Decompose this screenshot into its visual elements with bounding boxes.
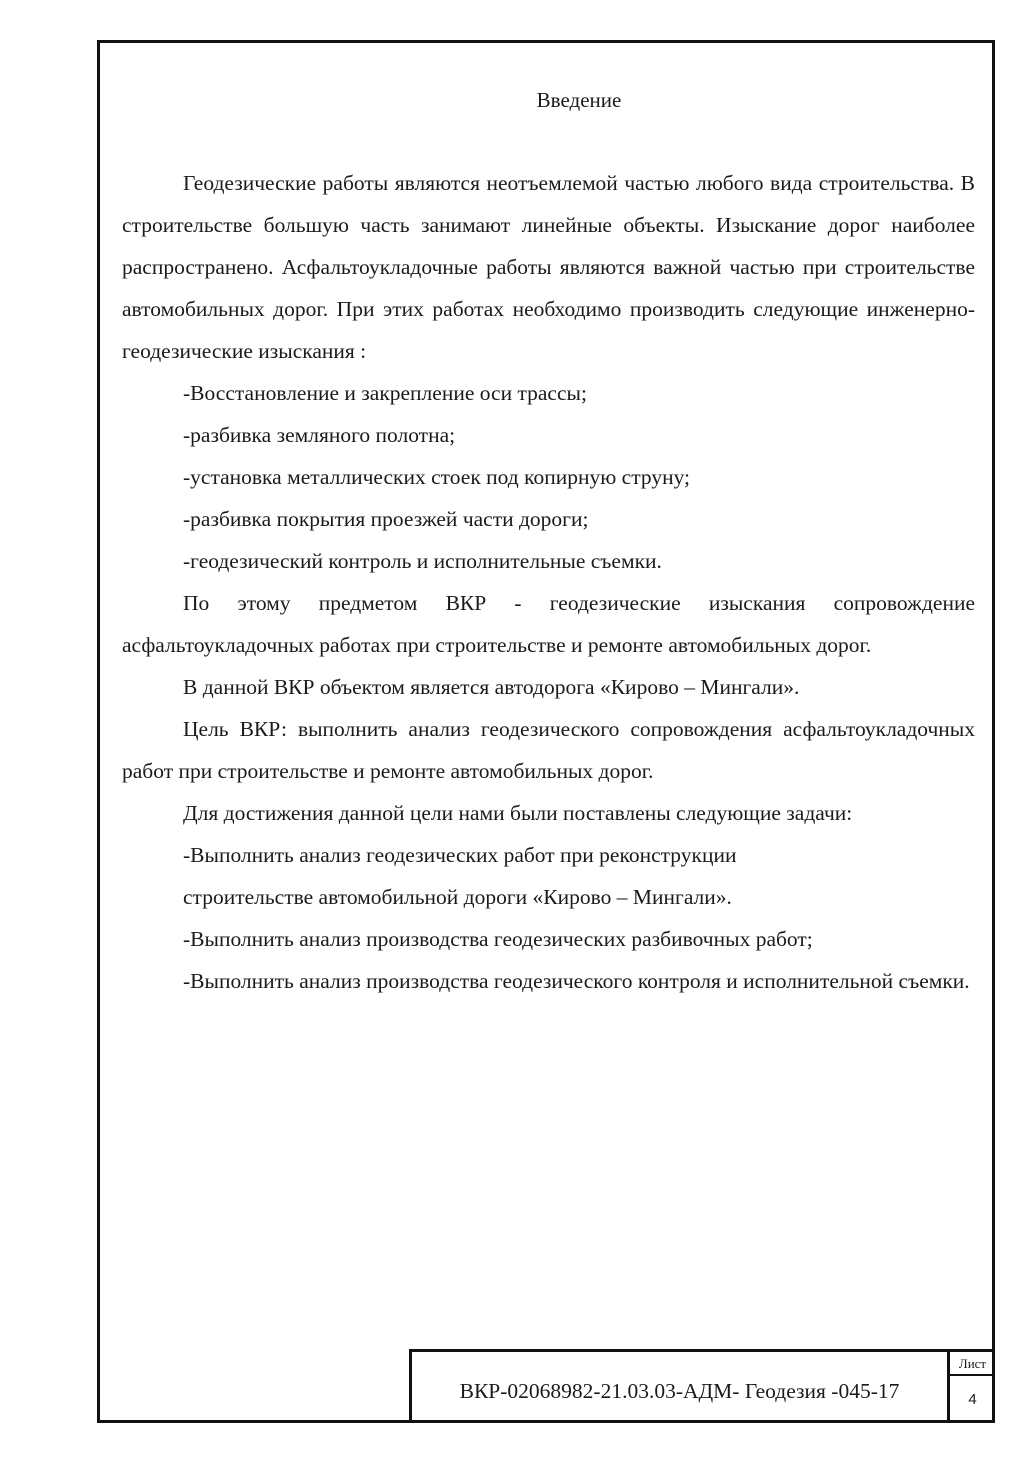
list-item: -разбивка земляного полотна; [183,423,456,447]
subject-paragraph: По этому предметом ВКР - геодезические изыскания сопровождение асфальтоукладочных работах при строительстве и ремонте автомобильных дорог. [122,591,975,657]
list-item: -Восстановление и закрепление оси трассы; [183,381,587,405]
goal-paragraph: Цель ВКР: выполнить анализ геодезического сопровождения асфальтоукладочных работ при строительстве и ремонте автомобильных дорог. [122,717,975,783]
list-item: -Выполнить анализ производства геодезического контроля и исполнительной съемки. [183,969,970,993]
document-code: ВКР-02068982-21.03.03-АДМ- Геодезия -045-17 [459,1379,900,1403]
sheet-number: 4 [968,1391,977,1408]
list-item: -геодезический контроль и исполнительные съемки. [183,549,662,573]
list-item: строительстве автомобильной дороги «Кирово – Мингали». [183,885,732,909]
intro-paragraph: Геодезические работы являются неотъемлемой частью любого вида строительства. В строительстве большую часть занимают линейные объекты. Изыскание дорог наиболее распространено. Асфальтоукладочные работы являются важной частью при строительстве автомобильных дорог. При этих работах необходимо производить следующие инженерно-геодезические изыскания : [122,171,975,363]
sheet-label: Лист [950,1352,995,1376]
list-item: -Выполнить анализ производства геодезических разбивочных работ; [183,927,813,951]
title-block-stamp [409,1349,995,1423]
list-item: -разбивка покрытия проезжей части дороги; [183,507,589,531]
sheet-box [947,1352,995,1423]
tasks-intro: Для достижения данной цели нами были поставлены следующие задачи: [183,801,853,825]
object-paragraph: В данной ВКР объектом является автодорога «Кирово – Мингали». [183,675,800,699]
list-item: -установка металлических стоек под копирную струну; [183,465,691,489]
list-item: -Выполнить анализ геодезических работ при реконструкции [183,843,737,867]
document-body [122,162,975,1002]
page-title: Введение [536,88,622,112]
